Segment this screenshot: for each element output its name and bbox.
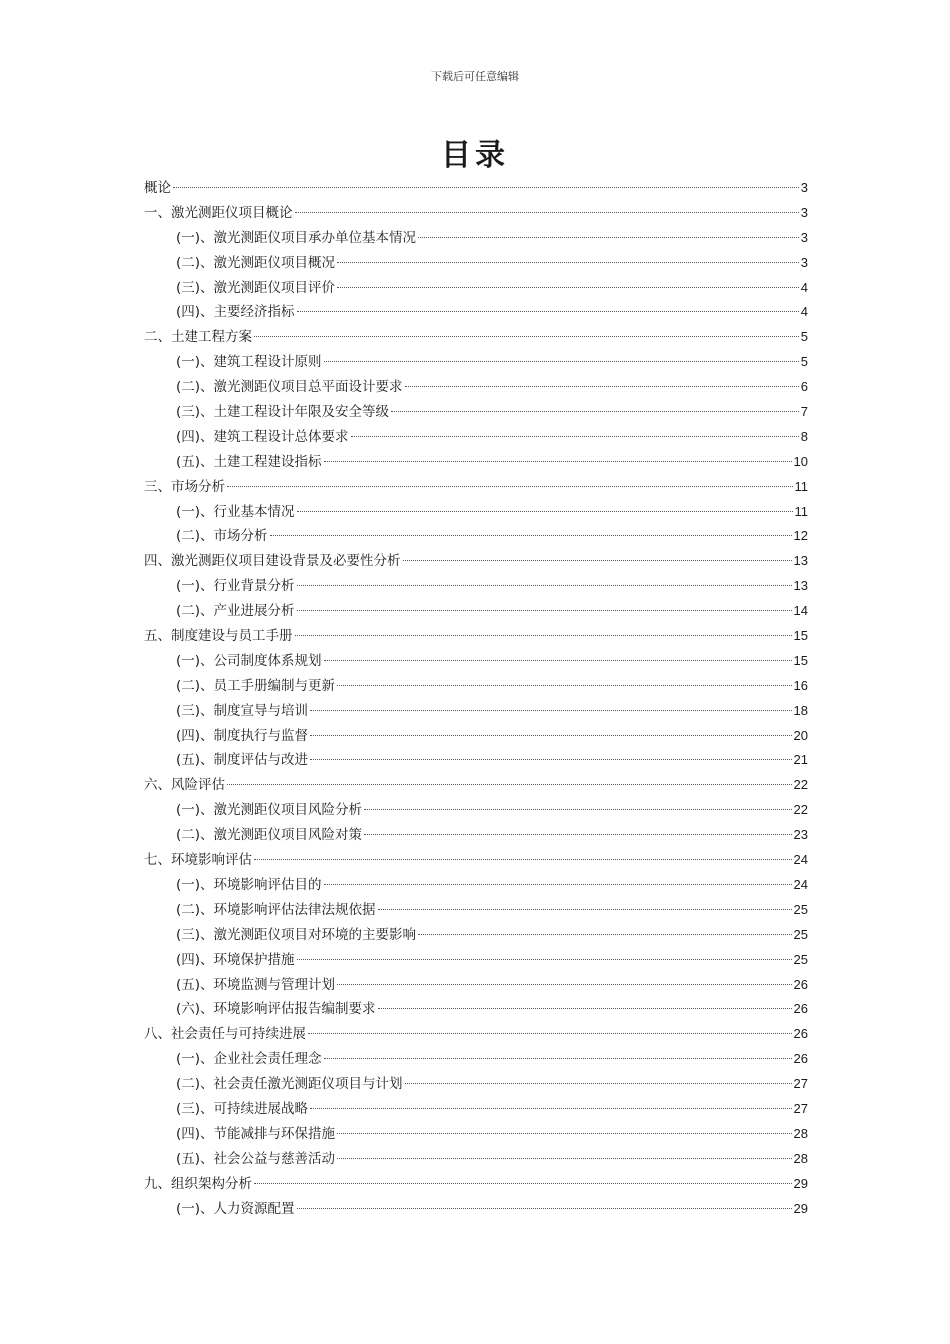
- toc-entry[interactable]: [144, 1197, 808, 1222]
- toc-entry-page-number: 25: [793, 951, 808, 967]
- toc-entry[interactable]: [144, 176, 808, 201]
- toc-entry[interactable]: [144, 798, 808, 823]
- toc-entry[interactable]: [144, 400, 808, 425]
- toc-entry-page-number: 13: [793, 553, 808, 569]
- toc-entry-label: (三)、激光测距仪项目对环境的主要影响: [176, 926, 417, 943]
- toc-entry[interactable]: [144, 1097, 808, 1122]
- toc-entry-label: 七、环境影响评估: [144, 852, 252, 869]
- toc-entry-label: (一)、激光测距仪项目风险分析: [176, 802, 363, 819]
- toc-dot-leader: [391, 411, 799, 412]
- toc-entry-page-number: 26: [793, 1026, 808, 1042]
- toc-entry[interactable]: [144, 425, 808, 450]
- toc-dot-leader: [310, 735, 791, 736]
- toc-entry-page-number: 5: [800, 329, 808, 345]
- toc-dot-leader: [378, 909, 792, 910]
- toc-dot-leader: [403, 560, 792, 561]
- toc-entry-label: 五、制度建设与员工手册: [144, 628, 293, 645]
- toc-entry-page-number: 13: [793, 578, 808, 594]
- toc-entry[interactable]: [144, 1047, 808, 1072]
- toc-entry-page-number: 3: [800, 204, 808, 220]
- toc-entry-page-number: 20: [793, 727, 808, 743]
- toc-entry-label: (一)、行业基本情况: [176, 503, 295, 520]
- toc-entry[interactable]: [144, 624, 808, 649]
- table-of-contents: [144, 176, 808, 1221]
- toc-entry[interactable]: [144, 450, 808, 475]
- toc-dot-leader: [364, 809, 791, 810]
- toc-dot-leader: [418, 237, 799, 238]
- toc-entry[interactable]: [144, 1072, 808, 1097]
- toc-entry[interactable]: [144, 1122, 808, 1147]
- toc-entry[interactable]: [144, 773, 808, 798]
- toc-entry-label: (三)、制度宣导与培训: [176, 702, 309, 719]
- toc-entry-label: (一)、建筑工程设计原则: [176, 354, 322, 371]
- toc-entry-page-number: 29: [793, 1200, 808, 1216]
- toc-dot-leader: [297, 585, 792, 586]
- toc-entry[interactable]: [144, 574, 808, 599]
- toc-entry-page-number: 21: [793, 752, 808, 768]
- toc-entry-page-number: 27: [793, 1100, 808, 1116]
- toc-entry-page-number: 22: [793, 802, 808, 818]
- toc-dot-leader: [337, 984, 791, 985]
- toc-entry[interactable]: [144, 524, 808, 549]
- toc-dot-leader: [337, 287, 799, 288]
- toc-entry-label: (五)、制度评估与改进: [176, 752, 309, 769]
- toc-dot-leader: [173, 187, 799, 188]
- toc-entry-label: (二)、环境影响评估法律法规依据: [176, 901, 376, 918]
- toc-dot-leader: [324, 361, 799, 362]
- toc-entry-page-number: 3: [800, 254, 808, 270]
- toc-entry-page-number: 26: [793, 1051, 808, 1067]
- header-note: 下载后可任意编辑: [431, 70, 519, 83]
- toc-entry[interactable]: [144, 1172, 808, 1197]
- toc-entry[interactable]: [144, 300, 808, 325]
- toc-entry[interactable]: [144, 948, 808, 973]
- toc-entry-label: (一)、行业背景分析: [176, 578, 295, 595]
- toc-entry-label: 九、组织架构分析: [144, 1175, 252, 1192]
- toc-entry[interactable]: [144, 375, 808, 400]
- toc-entry-label: (四)、节能减排与环保措施: [176, 1125, 336, 1142]
- toc-entry-label: (四)、制度执行与监督: [176, 727, 309, 744]
- toc-dot-leader: [227, 784, 792, 785]
- toc-entry-label: (三)、可持续进展战略: [176, 1100, 309, 1117]
- toc-dot-leader: [308, 1033, 792, 1034]
- toc-entry-label: (五)、土建工程建设指标: [176, 453, 322, 470]
- toc-dot-leader: [405, 1083, 792, 1084]
- toc-entry-page-number: 24: [793, 852, 808, 868]
- toc-entry-page-number: 27: [793, 1076, 808, 1092]
- toc-entry-label: (六)、环境影响评估报告编制要求: [176, 1001, 376, 1018]
- toc-entry[interactable]: [144, 699, 808, 724]
- toc-entry[interactable]: [144, 923, 808, 948]
- toc-dot-leader: [254, 336, 799, 337]
- toc-dot-leader: [324, 1058, 792, 1059]
- toc-entry-page-number: 28: [793, 1125, 808, 1141]
- toc-entry-label: (一)、公司制度体系规划: [176, 652, 322, 669]
- toc-title: 目录: [441, 138, 509, 173]
- toc-dot-leader: [351, 436, 799, 437]
- toc-dot-leader: [254, 1183, 792, 1184]
- toc-dot-leader: [295, 212, 799, 213]
- toc-entry-page-number: 16: [793, 677, 808, 693]
- toc-dot-leader: [337, 685, 791, 686]
- toc-entry-page-number: 11: [794, 503, 808, 519]
- toc-entry[interactable]: [144, 873, 808, 898]
- toc-dot-leader: [324, 461, 792, 462]
- toc-entry-page-number: 10: [793, 453, 808, 469]
- toc-entry-label: (二)、产业进展分析: [176, 603, 295, 620]
- toc-entry-page-number: 26: [793, 1001, 808, 1017]
- toc-entry-page-number: 11: [794, 478, 808, 494]
- toc-entry-page-number: 6: [800, 379, 808, 395]
- toc-entry[interactable]: [144, 201, 808, 226]
- toc-entry-page-number: 4: [800, 304, 808, 320]
- toc-entry-page-number: 22: [793, 777, 808, 793]
- toc-dot-leader: [337, 262, 799, 263]
- toc-entry[interactable]: [144, 748, 808, 773]
- toc-entry-label: (二)、市场分析: [176, 528, 268, 545]
- toc-entry-label: (五)、社会公益与慈善活动: [176, 1150, 336, 1167]
- toc-entry-page-number: 8: [800, 428, 808, 444]
- toc-dot-leader: [405, 386, 799, 387]
- toc-entry-page-number: 7: [800, 404, 808, 420]
- toc-dot-leader: [310, 710, 791, 711]
- toc-entry-label: (三)、激光测距仪项目评价: [176, 279, 336, 296]
- toc-entry-label: (二)、激光测距仪项目概况: [176, 254, 336, 271]
- toc-entry[interactable]: [144, 350, 808, 375]
- toc-dot-leader: [310, 1108, 791, 1109]
- toc-entry[interactable]: [144, 848, 808, 873]
- toc-entry[interactable]: [144, 475, 808, 500]
- toc-entry-label: (四)、环境保护措施: [176, 951, 295, 968]
- toc-entry-label: (一)、企业社会责任理念: [176, 1051, 322, 1068]
- toc-entry-label: (四)、主要经济指标: [176, 304, 295, 321]
- toc-dot-leader: [297, 511, 793, 512]
- toc-dot-leader: [324, 884, 792, 885]
- toc-entry-label: (一)、激光测距仪项目承办单位基本情况: [176, 229, 417, 246]
- toc-dot-leader: [270, 535, 792, 536]
- toc-dot-leader: [337, 1158, 791, 1159]
- toc-entry[interactable]: [144, 226, 808, 251]
- toc-entry[interactable]: [144, 1147, 808, 1172]
- toc-dot-leader: [297, 959, 792, 960]
- toc-entry-label: (二)、员工手册编制与更新: [176, 677, 336, 694]
- toc-dot-leader: [418, 934, 791, 935]
- toc-entry[interactable]: [144, 674, 808, 699]
- toc-entry-label: 四、激光测距仪项目建设背景及必要性分析: [144, 553, 401, 570]
- toc-dot-leader: [295, 635, 792, 636]
- toc-dot-leader: [364, 834, 791, 835]
- toc-entry[interactable]: [144, 500, 808, 525]
- toc-entry-label: (四)、建筑工程设计总体要求: [176, 428, 349, 445]
- toc-entry-label: (二)、社会责任激光测距仪项目与计划: [176, 1076, 403, 1093]
- toc-dot-leader: [310, 759, 791, 760]
- toc-entry[interactable]: [144, 549, 808, 574]
- toc-entry-label: (二)、激光测距仪项目风险对策: [176, 827, 363, 844]
- toc-dot-leader: [297, 311, 799, 312]
- toc-entry[interactable]: [144, 325, 808, 350]
- toc-entry[interactable]: [144, 898, 808, 923]
- toc-entry[interactable]: [144, 251, 808, 276]
- toc-dot-leader: [297, 1208, 792, 1209]
- toc-entry-label: (五)、环境监测与管理计划: [176, 976, 336, 993]
- toc-entry-label: 二、土建工程方案: [144, 329, 252, 346]
- toc-entry-page-number: 3: [800, 180, 808, 195]
- toc-entry[interactable]: [144, 276, 808, 301]
- toc-dot-leader: [227, 486, 793, 487]
- toc-entry-label: (一)、人力资源配置: [176, 1200, 295, 1217]
- toc-entry-page-number: 29: [793, 1175, 808, 1191]
- toc-dot-leader: [324, 660, 792, 661]
- toc-entry-page-number: 14: [793, 603, 808, 619]
- toc-entry[interactable]: [144, 997, 808, 1022]
- toc-entry-label: 六、风险评估: [144, 777, 225, 794]
- toc-dot-leader: [337, 1133, 791, 1134]
- toc-entry-page-number: 28: [793, 1150, 808, 1166]
- toc-entry-page-number: 3: [800, 229, 808, 245]
- toc-entry-page-number: 12: [793, 528, 808, 544]
- toc-entry-page-number: 25: [793, 901, 808, 917]
- toc-dot-leader: [378, 1008, 792, 1009]
- toc-entry-label: 三、市场分析: [144, 478, 225, 495]
- toc-entry-label: (一)、环境影响评估目的: [176, 876, 322, 893]
- toc-entry[interactable]: [144, 649, 808, 674]
- toc-entry-label: (二)、激光测距仪项目总平面设计要求: [176, 379, 403, 396]
- toc-dot-leader: [297, 610, 792, 611]
- toc-entry[interactable]: [144, 599, 808, 624]
- toc-entry-page-number: 26: [793, 976, 808, 992]
- toc-entry[interactable]: [144, 724, 808, 749]
- toc-entry-page-number: 25: [793, 926, 808, 942]
- toc-entry-label: 八、社会责任与可持续进展: [144, 1026, 306, 1043]
- toc-entry-page-number: 18: [793, 702, 808, 718]
- toc-entry[interactable]: [144, 823, 808, 848]
- toc-entry-page-number: 5: [800, 354, 808, 370]
- toc-entry-label: (三)、土建工程设计年限及安全等级: [176, 404, 390, 421]
- toc-entry-label: 概论: [144, 180, 171, 196]
- toc-entry-page-number: 4: [800, 279, 808, 295]
- toc-entry-page-number: 24: [793, 876, 808, 892]
- toc-entry[interactable]: [144, 973, 808, 998]
- toc-entry-label: 一、激光测距仪项目概论: [144, 204, 293, 221]
- toc-entry-page-number: 15: [793, 652, 808, 668]
- toc-entry[interactable]: [144, 1022, 808, 1047]
- toc-dot-leader: [254, 859, 792, 860]
- toc-entry-page-number: 23: [793, 827, 808, 843]
- toc-entry-page-number: 15: [793, 628, 808, 644]
